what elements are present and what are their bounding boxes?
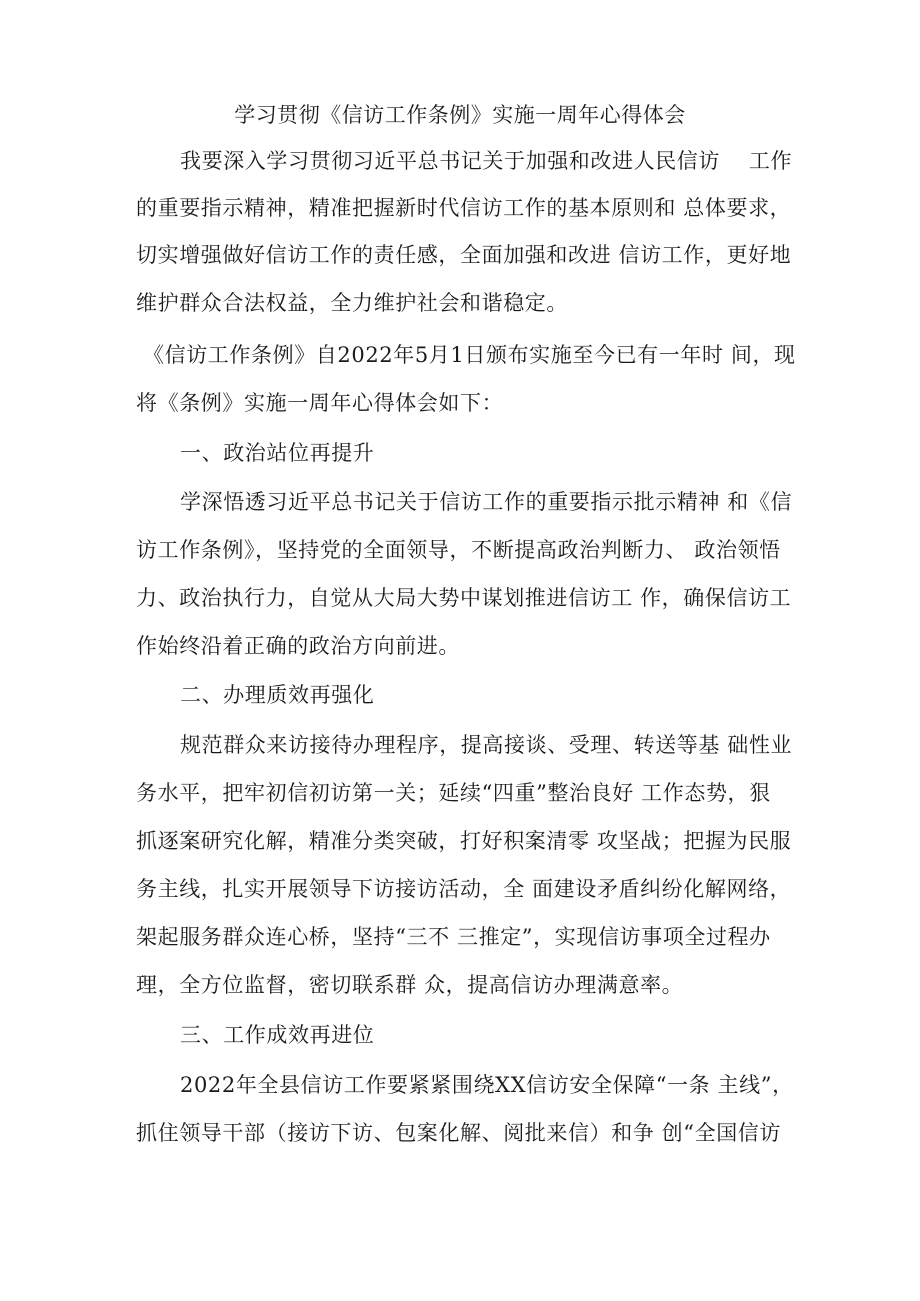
section-heading: 三、工作成效再进位	[180, 1023, 375, 1047]
paragraph-line: 的重要指示精神，精准把握新时代信访工作的基本原则和 总体要求，	[136, 196, 792, 220]
paragraph-line: 访工作条例》，坚持党的全面领导，不断提高政治判断力、 政治领悟	[136, 538, 781, 562]
paragraph-line: 规范群众来访接待办理程序，提高接谈、受理、转送等基 础性业	[180, 733, 793, 757]
paragraph-line: 架起服务群众连心桥，坚持“三不 三推定”，实现信访事项全过程办	[136, 925, 771, 949]
section-heading: 二、办理质效再强化	[180, 683, 375, 707]
paragraph-line: 作始终沿着正确的政治方向前进。	[136, 634, 460, 658]
paragraph-line: 务水平，把牢初信初访第一关；延续“四重”整治良好 工作态势，狠	[136, 781, 771, 805]
paragraph-line: 维护群众合法权益，全力维护社会和谐稳定。	[136, 291, 568, 315]
paragraph-line: 将《条例》实施一周年心得体会如下：	[136, 391, 504, 415]
paragraph-line: 务主线，扎实开展领导下访接访活动，全 面建设矛盾纠纷化解网络，	[136, 877, 792, 901]
section-heading: 一、政治站位再提升	[180, 441, 375, 465]
document-title: 学习贯彻《信访工作条例》实施一周年心得体会	[234, 103, 686, 127]
paragraph-line: 力、政治执行力，自觉从大局大势中谋划推进信访工 作，确保信访工	[136, 586, 792, 610]
paragraph-line: 切实增强做好信访工作的责任感，全面加强和改进 信访工作，更好地	[136, 243, 792, 267]
paragraph-line: 理，全方位监督，密切联系群 众，提高信访办理满意率。	[136, 973, 684, 997]
paragraph-line: 学深悟透习近平总书记关于信访工作的重要指示批示精神 和《信	[180, 490, 793, 514]
paragraph-line: 2022年全县信访工作要紧紧围绕XX信访安全保障“一条 主线”，	[180, 1073, 794, 1097]
paragraph-line: 抓住领导干部（接访下访、包案化解、阅批来信）和争 创“全国信访	[136, 1121, 782, 1145]
paragraph-line: 《信访工作条例》自2022年5月1日颁布实施至今已有一年时 间，现	[143, 343, 796, 367]
paragraph-line: 我要深入学习贯彻习近平总书记关于加强和改进人民信访 工作	[180, 149, 793, 173]
paragraph-line: 抓逐案研究化解，精准分类突破，打好积案清零 攻坚战；把握为民服	[136, 829, 792, 853]
